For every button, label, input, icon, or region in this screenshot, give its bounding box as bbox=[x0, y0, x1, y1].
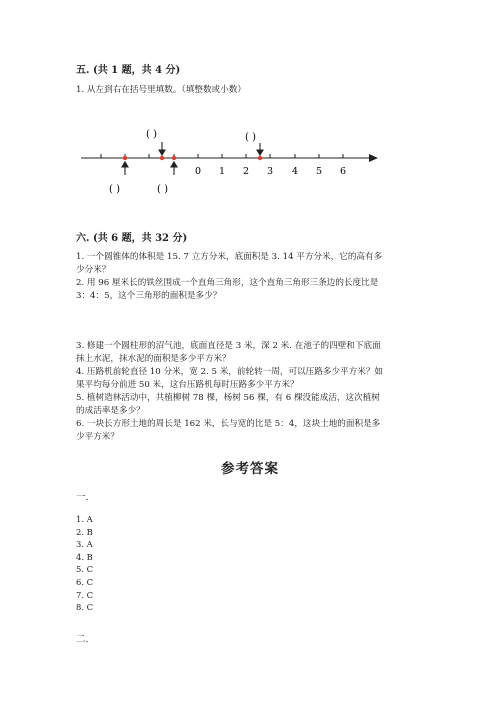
top-bracket-2: ( ) bbox=[245, 132, 256, 143]
question-6-4 bbox=[76, 366, 383, 392]
question-6-2-line1: 2. 用 96 厘米长的铁丝围成一个直角三角形，这个直角三角形三条边的长度比是 bbox=[76, 278, 379, 288]
question-6-3 bbox=[76, 340, 381, 366]
question-6-4-line1: 4. 压路机前轮直径 10 分米，宽 2. 5 米，前轮转一周，可以压路多少平方米？如 bbox=[76, 367, 384, 377]
tick-label-3: 3 bbox=[266, 166, 274, 177]
answer-item: 2. B bbox=[76, 526, 93, 537]
red-point-4 bbox=[258, 156, 262, 160]
tick-label-5: 5 bbox=[315, 166, 323, 177]
red-point-1 bbox=[123, 156, 127, 160]
question-6-5-line1: 5. 植树造林活动中，共植柳树 78 棵，杨树 56 棵，有 6 棵没能成活，这次植树 bbox=[76, 393, 380, 403]
section6-heading: 六. (共 6 题，共 32 分) bbox=[76, 233, 188, 244]
question-6-4-line2: 果平均每分前进 50 米，这台压路机每时压路多少平方米？ bbox=[76, 380, 299, 390]
up-arrow-head-2 bbox=[171, 162, 177, 167]
tick-label-4: 4 bbox=[291, 166, 299, 177]
tick-label-2: 2 bbox=[242, 166, 250, 177]
answers-part1: 一. bbox=[76, 492, 89, 503]
question-6-3-line1: 3. 修建一个圆柱形的沼气池，底面直径是 3 米，深 2 米. 在池子的四壁和下底面 bbox=[76, 341, 381, 351]
question-6-1-line2: 少分米？ bbox=[76, 265, 111, 275]
section5-heading: 五. (共 1 题，共 4 分) bbox=[76, 65, 181, 76]
question-6-5-line2: 的成活率是多少？ bbox=[76, 406, 145, 416]
answers-part2: 二. bbox=[76, 634, 89, 645]
answer-item: 7. C bbox=[76, 589, 94, 600]
tick-label-6: 6 bbox=[339, 166, 347, 177]
axis-arrow bbox=[369, 154, 378, 162]
red-point-2 bbox=[160, 156, 164, 160]
answer-item: 8. C bbox=[76, 602, 94, 613]
question-6-2-line2: 3：4：5，这个三角形的面积是多少？ bbox=[76, 291, 222, 301]
question-6-6-line2: 少平方米？ bbox=[76, 432, 119, 442]
number-line-figure bbox=[0, 118, 500, 198]
down-arrow-head-2 bbox=[257, 150, 263, 155]
question-5-1: 1. 从左到右在括号里填数。（填整数或小数） bbox=[76, 85, 246, 95]
answer-item: 1. A bbox=[76, 514, 93, 524]
question-6-3-line2: 抹上水泥，抹水泥的面积是多少平方米？ bbox=[76, 354, 231, 364]
question-6-1 bbox=[76, 251, 382, 277]
answer-item: 6. C bbox=[76, 576, 94, 587]
question-6-5 bbox=[76, 392, 380, 418]
bottom-bracket-2: ( ) bbox=[157, 184, 168, 195]
top-bracket-1: ( ) bbox=[146, 129, 157, 140]
tick-label-0: 0 bbox=[194, 166, 202, 177]
up-arrow-head-1 bbox=[122, 162, 128, 167]
question-6-2 bbox=[76, 277, 378, 303]
question-6-1-line1: 1. 一个圆锥体的体积是 15. 7 立方分米，底面积是 3. 14 平方分米，它的高有多 bbox=[76, 252, 383, 262]
red-point-3 bbox=[172, 156, 176, 160]
answer-list bbox=[76, 513, 93, 614]
tick-label-1: 1 bbox=[218, 166, 226, 177]
ticks bbox=[101, 154, 343, 158]
bottom-bracket-1: ( ) bbox=[109, 184, 120, 195]
down-arrow-head-1 bbox=[159, 150, 165, 155]
answers-title: 参考答案 bbox=[221, 461, 279, 477]
question-6-6 bbox=[76, 418, 380, 444]
question-6-6-line1: 6. 一块长方形土地的周长是 162 米，长与宽的比是 5：4，这块土地的面积是多 bbox=[76, 419, 381, 429]
answer-item: 3. A bbox=[76, 539, 93, 550]
answer-item: 5. C bbox=[76, 564, 94, 575]
answer-item: 4. B bbox=[76, 551, 93, 562]
